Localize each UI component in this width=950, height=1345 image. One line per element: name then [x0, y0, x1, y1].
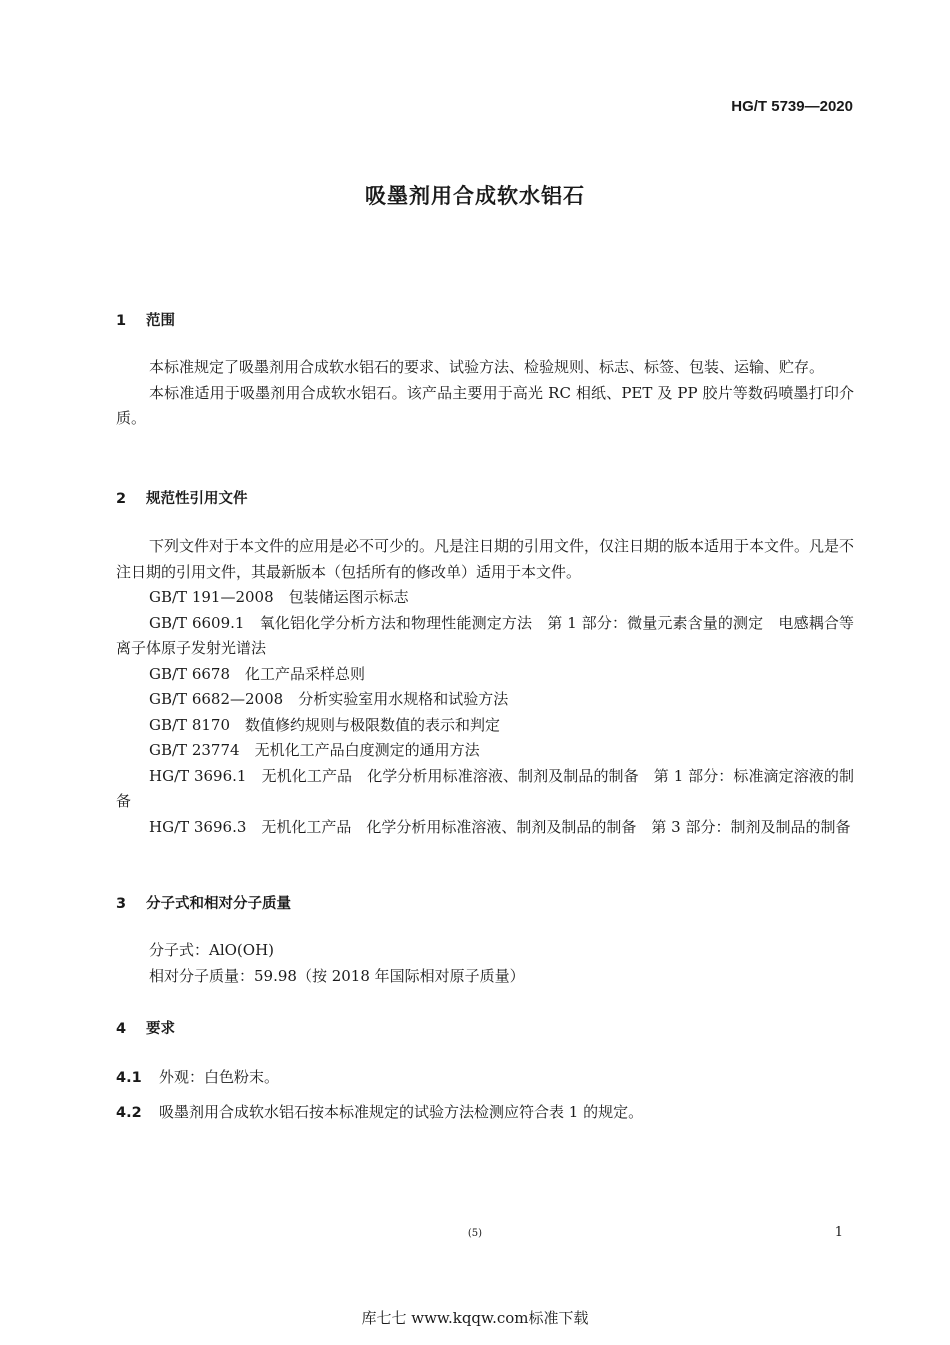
reference-code: HG/T 3696.1	[149, 766, 247, 785]
reference-title: 无机化工产品 化学分析用标准溶液、制剂及制品的制备 第 3 部分：制剂及制品的制备	[261, 817, 851, 836]
footer-center-mark: (5)	[467, 1228, 483, 1239]
clause-4-2-text: 吸墨剂用合成软水铝石按本标准规定的试验方法检测应符合表 1 的规定。	[159, 1103, 644, 1121]
reference-code: GB/T 6682—2008	[149, 690, 284, 708]
watermark-text: 库七七 www.kqqw.com标准下载	[361, 1309, 589, 1327]
section-1-body	[116, 355, 854, 432]
reference-item	[116, 662, 854, 688]
section-2-title: 规范性引用文件	[146, 491, 248, 507]
reference-item	[116, 738, 854, 764]
section-1-paragraph-2: 本标准适用于吸墨剂用合成软水铝石。该产品主要用于高光 RC 相纸、PET 及 PP 胶片等数码喷墨打印介质。	[116, 383, 854, 427]
section-4-heading	[116, 1017, 175, 1038]
clause-4-2-number: 4.2	[116, 1105, 142, 1121]
clause-4-2	[116, 1100, 643, 1126]
reference-item	[116, 713, 854, 739]
section-3-heading	[116, 892, 291, 913]
section-3-body	[116, 938, 854, 989]
section-1-number: 1	[116, 313, 127, 329]
section-3-number: 3	[116, 896, 127, 912]
section-1-heading	[116, 309, 175, 330]
reference-title: 氧化铝化学分析方法和物理性能测定方法 第 1 部分：微量元素含量的测定 电感耦合等离子体原子发射光谱法	[116, 613, 854, 657]
reference-title: 分析实验室用水规格和试验方法	[298, 690, 509, 708]
reference-code: GB/T 6609.1	[149, 613, 245, 632]
reference-title: 化工产品采样总则	[245, 664, 366, 683]
section-1-paragraph-1: 本标准规定了吸墨剂用合成软水铝石的要求、试验方法、检验规则、标志、标签、包装、运输、贮存。	[149, 358, 825, 376]
molecular-mass: 相对分子质量：59.98（按 2018 年国际相对原子质量）	[149, 966, 525, 985]
section-2-number: 2	[116, 491, 127, 507]
document-title: 吸墨剂用合成软水铝石	[365, 184, 585, 208]
section-2-heading	[116, 487, 248, 508]
section-1-title: 范围	[146, 313, 175, 329]
clause-4-1	[116, 1065, 279, 1091]
clause-4-1-number: 4.1	[116, 1070, 142, 1086]
reference-item	[116, 764, 854, 815]
clause-4-1-text: 外观：白色粉末。	[159, 1068, 280, 1086]
reference-code: GB/T 8170	[149, 715, 231, 734]
section-4-title: 要求	[146, 1021, 175, 1037]
reference-item	[116, 687, 854, 713]
reference-code: HG/T 3696.3	[149, 817, 247, 836]
reference-title: 包装储运图示标志	[288, 588, 409, 606]
section-2-intro: 下列文件对于本文件的应用是必不可少的。凡是注日期的引用文件，仅注日期的版本适用于本文件。凡是不注日期的引用文件，其最新版本（包括所有的修改单）适用于本文件。	[116, 537, 855, 581]
reference-code: GB/T 6678	[149, 664, 231, 683]
reference-item	[116, 611, 854, 662]
reference-code: GB/T 191—2008	[149, 588, 274, 606]
section-3-title: 分子式和相对分子质量	[146, 896, 291, 912]
reference-title: 数值修约规则与极限数值的表示和判定	[245, 715, 501, 734]
section-2-body	[116, 534, 854, 840]
reference-code: GB/T 23774	[149, 741, 240, 759]
molecular-formula: 分子式：AlO(OH)	[149, 941, 275, 959]
page-number: 1	[834, 1225, 843, 1240]
reference-title: 无机化工产品 化学分析用标准溶液、制剂及制品的制备 第 1 部分：标准滴定溶液的制备	[116, 766, 854, 810]
reference-title: 无机化工产品白度测定的通用方法	[254, 741, 480, 759]
reference-item	[116, 815, 854, 841]
standard-code: HG/T 5739—2020	[731, 98, 853, 115]
reference-item	[116, 585, 854, 611]
section-4-number: 4	[116, 1021, 127, 1037]
